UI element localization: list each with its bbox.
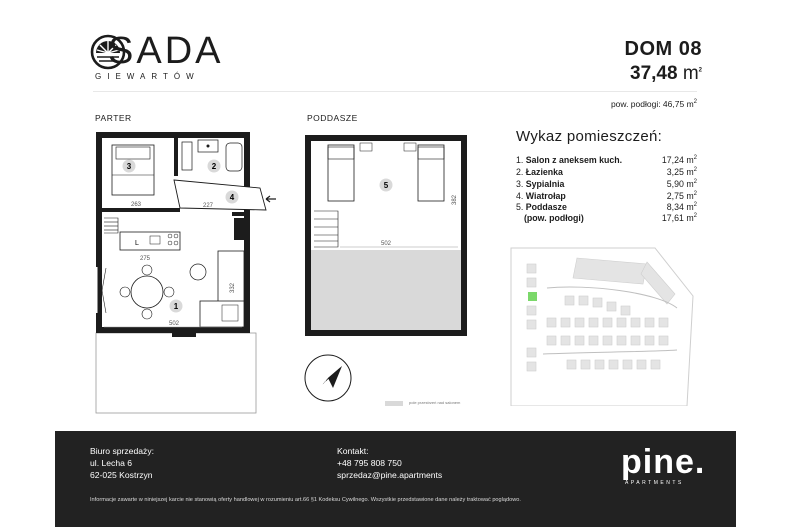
terrace [96,333,256,413]
room-area: 2,75 m [666,191,694,201]
logo-name: SADA [108,30,224,72]
header-divider [93,91,697,92]
contact-phone[interactable]: +48 795 808 750 [337,458,402,469]
room-area-sup: 2 [693,213,697,220]
site-map [507,244,697,406]
legend-swatch [385,401,403,406]
dim-332: 332 [230,282,236,293]
pine-logo-subtitle: APARTMENTS [625,480,684,486]
dim-502: 502 [168,321,180,327]
room-area: 8,34 m [666,202,694,212]
office-title: Biuro sprzedaży: [90,446,155,456]
house-area-unit: m [682,63,699,84]
room-area-sup: 2 [693,179,697,186]
room-name: Poddasze [525,202,567,212]
attic-bed-left [328,145,354,201]
dim-502-attic: 502 [380,241,392,247]
office-city: 62-025 Kostrzyn [90,470,153,481]
legend-text: pole przestrzeń nad salonem [409,400,461,405]
house-area-sup: 2 [698,67,702,74]
room-area-sup: 2 [693,167,697,174]
attic-label: PODDASZE [307,113,358,123]
room-name: Salon z aneksem kuch. [525,155,623,165]
void-over-living-room [311,250,461,330]
room-marker-2-label: 2 [211,162,217,171]
ground-floor-plan [90,125,290,415]
room-num: 5. [516,202,526,212]
room-list-title: Wykaz pomieszczeń: [516,128,663,145]
room-row-4 [516,191,697,202]
room-name: Sypialnia [525,179,565,189]
dim-275: 275 [139,256,151,262]
coffee-table [190,264,206,280]
contact [337,445,442,482]
ground-floor-label: PARTER [95,113,132,123]
dim-227: 227 [202,203,214,209]
office-street: ul. Lecha 6 [90,458,133,469]
room-area: 17,24 m [661,155,694,165]
room-area: 17,61 m [661,213,694,223]
room-row-2 [516,167,697,178]
contact-title: Kontakt: [337,446,369,456]
entry-arrow-icon [266,196,276,202]
entry-threshold [172,327,196,337]
room-num: 2. [516,167,526,177]
room-row-6 [516,213,697,224]
room-num: 4. [516,191,526,201]
dim-382: 382 [452,194,458,205]
room-name: Wiatrołap [525,191,566,201]
room-area: 3,25 m [666,167,694,177]
room-area-sup: 2 [693,202,697,209]
pine-logo: pine. [621,443,706,481]
floor-area-note [611,99,697,109]
kitchen-mark: L [135,240,139,247]
contact-email[interactable]: sprzedaz@pine.apartments [337,470,443,481]
floor-area-sup: 2 [693,99,697,106]
site-highlight-dom-08 [528,292,537,301]
house-title: DOM 08 [624,38,702,60]
room-marker-1-label: 1 [173,302,179,311]
room-num: 1. [516,155,526,165]
room-num: 3. [516,179,526,189]
house-area-value: 37,48 [630,63,678,84]
column [234,218,244,240]
attic-plan [300,125,480,345]
house-area [630,63,702,85]
room-row-1 [516,155,697,166]
room-marker-4-label: 4 [229,193,235,202]
north-compass-icon [302,352,354,404]
hallway [174,180,266,210]
room-marker-3-label: 3 [126,162,132,171]
sales-office [90,445,154,482]
room-row-5 [516,202,697,213]
attic-bed-right [418,145,444,201]
room-name: Łazienka [525,167,563,177]
room-area-sup: 2 [693,191,697,198]
north-label: N [322,381,327,387]
dining-table [131,276,163,308]
footer [55,431,736,527]
room-area: 5,90 m [666,179,694,189]
room-area-sup: 2 [693,155,697,162]
dim-263: 263 [130,202,142,208]
room-row-3 [516,179,697,190]
logo-subtitle: GIEWARTÓW [95,72,200,81]
room-name: (pow. podłogi) [524,213,584,223]
floor-area-text: pow. podłogi: 46,75 m [610,99,694,109]
room-marker-5-label: 5 [383,181,389,190]
legal-disclaimer: Informacje zawarte w niniejszej karcie nie stanowią oferty handlowej w rozumieniu art.66 §1 Kodeksu Cywilnego. Wszystkie przedstawione dane należy traktować poglądowo. [90,497,521,503]
